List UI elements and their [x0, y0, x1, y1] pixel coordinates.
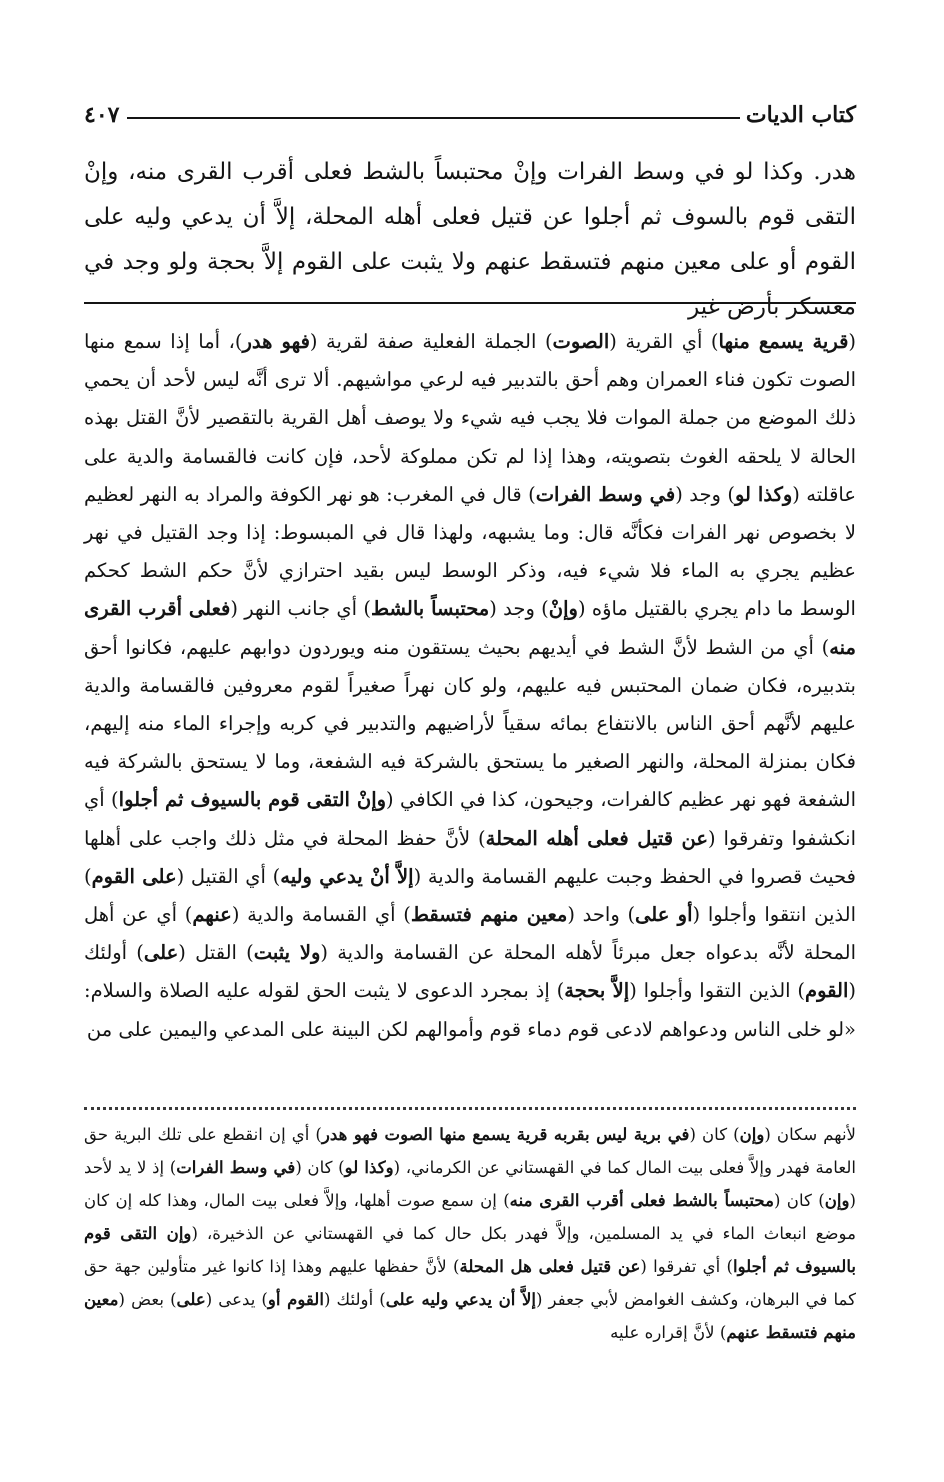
quoted-phrase: القوم: [805, 979, 849, 1003]
note-text: ) بعض (: [118, 1290, 177, 1309]
note-text: ) كان (: [689, 1125, 740, 1144]
quoted-phrase: وإنْ التقى قوم بالسيوف ثم أجلوا: [118, 788, 387, 812]
commentary-text: الذين التقوا وأجلوا: [636, 979, 798, 1003]
commentary-text: الجملة الفعلية صفة لقرية: [317, 330, 545, 353]
quoted-phrase: على: [176, 1289, 206, 1309]
quoted-phrase: الصوت: [552, 330, 610, 353]
quoted-phrase: فهو هدر: [242, 330, 310, 353]
quoted-phrase: إلاَّ أنْ يدعي وليه: [280, 864, 414, 888]
quoted-phrase: عنهم: [192, 903, 232, 927]
quoted-phrase: وكذا لو: [734, 482, 793, 506]
quoted-phrase: في وسط الفرات: [535, 482, 676, 506]
quoted-phrase: أو على: [635, 903, 693, 927]
commentary-paragraph: (قرية يسمع منها) أي القرية (الصوت) الجملة الفعلية صفة لقرية (فهو هدر)، أما إذا سمع منها الصوت تكون فناء العمران وهم أحق بالتدبير فيه لرعي مواشيهم. ألا ترى أنَّه ليس لأحد أن يحمي ذلك الموضع من جملة الموات فلا يجب فيه شيء ولا يوصف أهل القرية بالتقصير لأنَّ القتل بهذه الحالة لا يلحقه الغوث بتصويته، وهذا إذا لم تكن مملوكة لأحد، فإن كانت فالقسامة والدية على عاقلته (وكذا لو) وجد (في وسط الفرات) قال في المغرب: هو نهر الكوفة والمراد به النهر لعظيم لا بخصوص نهر الفرات فكأنَّه قال: وما يشبهه، ولهذا قال في المبسوط: إذا وجد القتيل في نهر عظيم يجري به الماء فلا شيء فيه، وذكر الوسط ليس بقيد احترازي لأنَّ حكم الشط كحكم الوسط ما دام يجري بالقتيل ماؤه (وإنْ) وجد (محتبساً بالشط) أي جانب النهر (فعلى أقرب القرى منه) أي من الشط لأنَّ الشط في أيديهم بحيث يستقون منه ويوردون دوابهم عليهم، فكانوا أحق بتدبيره، فكان ضمان المحتبس فيه عليهم، ولو كان نهراً صغيراً لقوم معروفين فالقسامة والدية عليهم لأنَّهم أحق الناس بالانتفاع بمائه سقياً لأراضيهم والتدبير في كربه وإجراء الماء منه إليهم، فكان بمنزلة المحلة، والنهر الصغير ما يستحق بالشركة فيه الشفعة، وما لا يستحق بالشركة فيه الشفعة فهو نهر عظيم كالفرات، وجيحون، كذا في الكافي (وإنْ التقى قوم بالسيوف ثم أجلوا) أي انكشفوا وتفرقوا (عن قتيل فعلى أهله المحلة) لأنَّ حفظ المحلة في مثل ذلك واجب على أهلها فحيث قصروا في الحفظ وجبت عليهم القسامة والدية (إلاَّ أنْ يدعي وليه) أي القتيل (على القوم) الذين انتقوا وأجلوا (أو على) واحد (معين منهم فتسقط) أي القسامة والدية (عنهم) أي عن أهل المحلة لأنَّه بدعواه جعل مبرئاً لأهله المحلة عن القسامة والدية (ولا يثبت) القتل (على) أولئك (القوم) الذين التقوا وأجلوا (إلاَّ بحجة) إذ بمجرد الدعوى لا يثبت الحق لقوله عليه الصلاة والسلام: «لو خلى الناس ودعواهم لادعى قوم دماء قوم وأموالهم لكن البينة على المدعي واليمين على من: [84, 330, 857, 1041]
main-divider: [84, 302, 856, 304]
note-text: ) أولئك (: [323, 1290, 386, 1309]
commentary-text: أي عن أهل المحلة لأنَّه بدعواه جعل مبرئاً لأهله المحلة عن القسامة والدية: [84, 903, 857, 965]
commentary-text: وجد: [682, 482, 728, 506]
main-text-paragraph: هدر. وكذا لو في وسط الفرات وإنْ محتبساً بالشط فعلى أقرب القرى منه، وإنْ التقى قوم بالسوف ثم أجلوا عن قتيل فعلى أهله المحلة، إلاَّ أن يدعي وليه على القوم أو على معين منهم فتسقط عنهم ولا يثبت على القوم إلاَّ بحجة ولو وجد في معسكر بأرض غير: [84, 159, 856, 320]
note-text: ) كان (: [774, 1191, 825, 1210]
quoted-phrase: معين منهم فتسقط: [410, 903, 568, 927]
note-text: ) أي تفرقوا (: [640, 1257, 733, 1276]
note-text: ) إذ لا يد لأحد (: [84, 1158, 856, 1210]
quoted-phrase: وإنْ: [548, 597, 578, 621]
commentary-text: أي القرية: [616, 330, 711, 353]
note-text: ) أي إن انقطع على تلك البرية حق العامة فهدر وإلاَّ فعلى بيت المال كما في القهستاني عن الكرماني، (: [84, 1125, 857, 1177]
page-number: ٤٠٧: [84, 102, 120, 128]
commentary-text: الذين انتقوا وأجلوا: [700, 903, 856, 927]
page-header: [84, 92, 856, 128]
commentary-text: أي من الشط لأنَّ الشط في أيديهم بحيث يستقون منه ويوردون دوابهم عليهم، فكانوا أحق بتدبيره، فكان ضمان المحتبس فيه عليهم، ولو كان نهراً صغيراً لقوم معروفين فالقسامة والدية عليهم لأنَّهم أحق الناس بالانتفاع بمائه سقياً لأراضيهم والتدبير في كربه وإجراء الماء منه إليهم، فكان بمنزلة المحلة، والنهر الصغير ما يستحق بالشركة فيه الشفعة، وما لا يستحق بالشركة فيه الشفعة فهو نهر عظيم كالفرات، وجيحون، كذا في الكافي: [84, 635, 856, 812]
note-text: ) إن سمع صوت أهلها، وإلاَّ فعلى بيت المال، وهذا كله إن كان موضع انبعاث الماء في يد المسلمين، وإلاَّ فهدر بكل حال كما في القهستاني عن الذخيرة، (: [84, 1191, 857, 1243]
quoted-phrase: وكذا لو: [344, 1157, 394, 1177]
quoted-phrase: على: [143, 941, 179, 965]
quoted-phrase: فعلى أقرب القرى منه: [84, 597, 856, 659]
quoted-phrase: إلاَّ أن يدعي وليه على: [385, 1289, 537, 1309]
note-text: ) كان (: [295, 1158, 345, 1177]
footnote-divider: [84, 1107, 856, 1110]
marginal-notes: [84, 1118, 856, 1349]
quoted-phrase: في وسط الفرات: [176, 1157, 296, 1177]
quoted-phrase: القوم أو: [267, 1289, 324, 1309]
note-text: ) يدعى (: [205, 1290, 268, 1309]
quoted-phrase: وإن: [739, 1124, 765, 1144]
quoted-phrase: محتبساً بالشط: [371, 597, 490, 621]
note-text: ) لأنَّ إقراره عليه: [610, 1323, 727, 1342]
commentary-text: واحد: [574, 903, 628, 927]
commentary: [84, 323, 856, 1049]
quoted-phrase: وإن: [824, 1190, 850, 1210]
commentary-text: القتل: [185, 941, 247, 965]
commentary-text: أي انكشفوا وتفرقوا: [84, 788, 856, 850]
quoted-phrase: قرية يسمع منها: [718, 330, 849, 353]
commentary-text: ، أما إذا سمع منها الصوت تكون فناء العمران وهم أحق بالتدبير فيه لرعي مواشيهم. ألا ترى أنَّه ليس لأحد أن يحمي ذلك الموضع من جملة الموات فلا يجب فيه شيء ولا يوصف أهل القرية بالتقصير لأنَّ القتل بهذه الحالة لا يلحقه الغوث بتصويته، وهذا إذا لم تكن مملوكة لأحد، فإن كانت فالقسامة والدية على عاقلته: [84, 330, 856, 506]
commentary-text: لأنَّ حفظ المحلة في مثل ذلك واجب على أهلها فحيث قصروا في الحفظ وجبت عليهم القسامة والدية: [84, 826, 856, 888]
quoted-phrase: في برية ليس بقربه قرية يسمع منها الصوت فهو هدر: [321, 1124, 690, 1144]
header-rule: [127, 117, 739, 119]
commentary-text: إذ بمجرد الدعوى لا يثبت الحق لقوله عليه الصلاة والسلام: «لو خلى الناس ودعواهم لادعى قوم دماء قوم وأموالهم لكن البينة على المدعي واليمين على من: [84, 979, 856, 1041]
quoted-phrase: عن قتيل فعلى هل المحلة: [459, 1256, 641, 1276]
note-text: لأنهم سكان (: [764, 1125, 857, 1144]
quoted-phrase: ولا يثبت: [253, 941, 321, 965]
commentary-text: قال في المغرب: هو نهر الكوفة والمراد به النهر لعظيم لا بخصوص نهر الفرات فكأنَّه قال: وما يشبهه، ولهذا قال في المبسوط: إذا وجد القتيل في نهر عظيم يجري به الماء فلا شيء فيه، وذكر الوسط ليس بقيد احترازي لأنَّ حكم الشط كحكم الوسط ما دام يجري بالقتيل ماؤه: [84, 482, 856, 621]
quoted-phrase: إلاَّ بحجة: [564, 979, 630, 1003]
marginal-notes-paragraph: [84, 1118, 856, 1349]
commentary-text: وجد: [496, 597, 542, 621]
book-title: كتاب الديات: [745, 102, 856, 128]
note-text: ) لأنَّ حفظها عليهم وهذا إذا كانوا غير متأولين جهة حق كما في البرهان، وكشف الغوامض لأبي جعفر (: [84, 1257, 857, 1309]
commentary-text: أولئك: [84, 941, 137, 965]
quoted-phrase: معين منهم فتسقط عنهم: [84, 1289, 856, 1342]
commentary-text: أي القتيل: [184, 864, 273, 888]
quoted-phrase: محتبساً بالشط فعلى أقرب القرى منه: [509, 1190, 775, 1210]
commentary-text: أي جانب النهر: [237, 597, 364, 621]
quoted-phrase: على القوم: [91, 864, 177, 888]
quoted-phrase: وإن التقى قوم بالسيوف ثم أجلوا: [84, 1223, 856, 1276]
quoted-phrase: عن قتيل فعلى أهله المحلة: [485, 826, 708, 850]
commentary-text: أي القسامة والدية: [239, 903, 404, 927]
